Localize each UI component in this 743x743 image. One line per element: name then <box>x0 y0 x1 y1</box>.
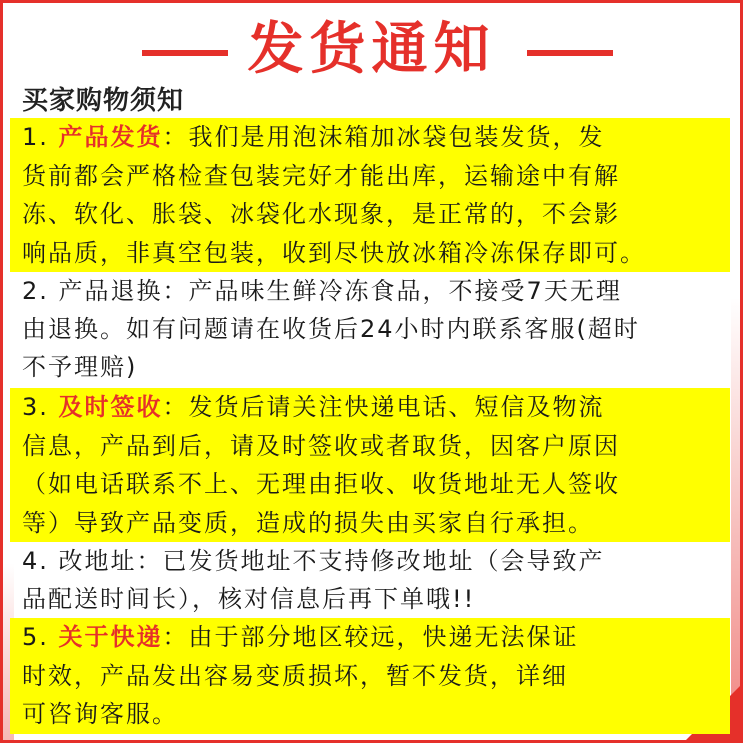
item-number: 1. <box>22 123 49 151</box>
notice-item-shipping <box>10 118 730 272</box>
item-text: 产品退换：产品味生鲜冷冻食品，不接受7天无理 <box>58 277 622 305</box>
item-number: 5. <box>22 623 49 651</box>
item-text: ：发货后请关注快递电话、短信及物流 <box>162 393 605 421</box>
notice-line <box>22 118 730 157</box>
notice-line: 等）导致产品变质，造成的损失由买家自行承担。 <box>22 508 594 537</box>
item-heading: 产品发货 <box>58 123 163 151</box>
title-dash-right <box>527 50 613 56</box>
notice-item-signing <box>10 388 730 542</box>
notice-item-address <box>10 542 730 618</box>
notice-line: 品配送时间长），核对信息后再下单哦!! <box>22 585 476 613</box>
notice-line <box>22 618 730 657</box>
notice-line: 货前都会严格检查包装完好才能出库，运输途中有解 <box>22 161 620 190</box>
notice-line <box>22 388 730 427</box>
notice-line: 不予理赔) <box>22 353 138 381</box>
item-number: 4. <box>22 547 49 575</box>
notice-line: 可咨询客服。 <box>22 700 178 728</box>
item-number: 2. <box>22 277 49 305</box>
notice-line <box>22 272 730 310</box>
title-row <box>0 14 743 86</box>
page-subtitle: 买家购物须知 <box>22 86 185 116</box>
notice-line <box>22 542 730 580</box>
page-title: 发货通知 <box>247 17 496 82</box>
item-heading: 关于快递 <box>58 623 163 651</box>
notice-line: 由退换。如有问题请在收货后24小时内联系客服(超时 <box>22 315 640 343</box>
item-text: ：由于部分地区较远，快递无法保证 <box>162 623 579 651</box>
notice-line: 信息，产品到后，请及时签收或者取货，因客户原因 <box>22 431 620 460</box>
item-number: 3. <box>22 393 49 421</box>
notice-line: 响品质，非真空包装，收到尽快放冰箱冷冻保存即可。 <box>22 238 646 267</box>
notice-line: 时效，产品发出容易变质损坏，暂不发货，详细 <box>22 661 568 690</box>
decorative-stripe-right <box>731 0 743 743</box>
notice-item-returns <box>10 272 730 386</box>
notice-line: 冻、软化、胀袋、冰袋化水现象，是正常的，不会影 <box>22 200 620 228</box>
item-text: ：我们是用泡沫箱加冰袋包装发货，发 <box>162 123 605 151</box>
notice-line: （如电话联系不上、无理由拒收、收货地址无人签收 <box>22 470 620 498</box>
item-text: 改地址：已发货地址不支持修改地址（会导致产 <box>58 547 605 575</box>
notice-item-delivery <box>10 618 730 734</box>
item-heading: 及时签收 <box>58 393 163 421</box>
